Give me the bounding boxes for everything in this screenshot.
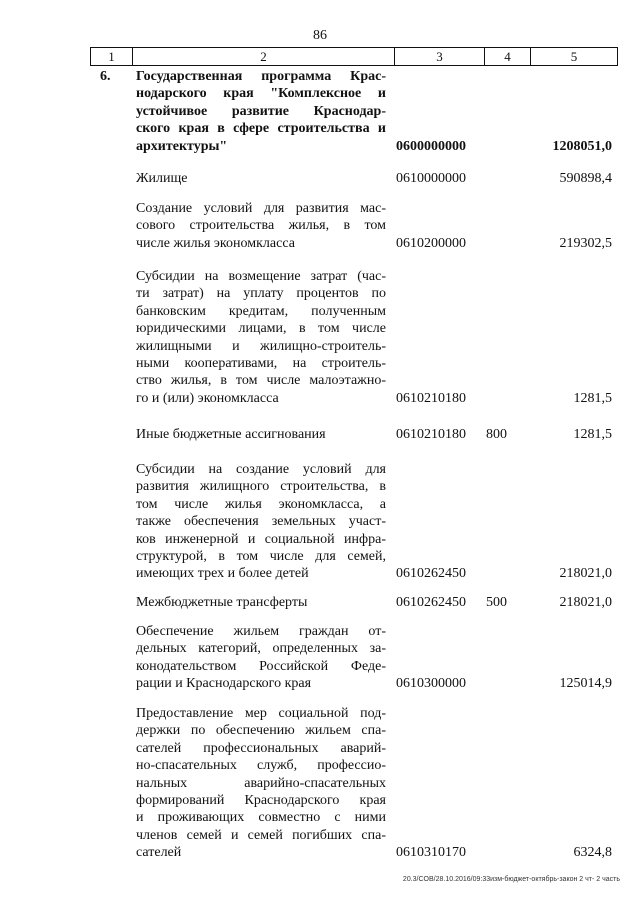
- row-name-line: сателей: [136, 845, 182, 861]
- row-name-line: Государственная программа Крас-: [136, 69, 386, 84]
- row-sum: 218021,0: [559, 566, 612, 582]
- row-sum: 219302,5: [559, 235, 612, 251]
- row-name-line: го и (или) экономкласса: [136, 390, 279, 406]
- row-name-line: ными кооперативами, на строитель-: [136, 356, 386, 372]
- row-csr: 0610210180: [396, 390, 466, 406]
- row-name-line: Жилище: [136, 171, 188, 186]
- row-name-line: Создание условий для развития мас-: [136, 201, 386, 216]
- row-number: 6.: [100, 69, 111, 84]
- row-name-line: сового строительства жилья, в том: [136, 218, 386, 234]
- row-name: [136, 594, 386, 611]
- row-name-line: Субсидии на возмещение затрат (час-: [136, 269, 386, 284]
- row-name-line: числе жилья экономкласса: [136, 235, 295, 251]
- row-name-line: Обеспечение жильем граждан от-: [136, 624, 386, 639]
- document-footer: 20.3/COB/28.10.2016/09:33изм-бюджет-октябрь-закон 2 чт- 2 часть: [402, 876, 620, 883]
- row-name-line: структурой, в том числе для семей,: [136, 549, 386, 565]
- header-col-1: 1: [91, 48, 133, 65]
- row-name: [136, 200, 386, 252]
- row-name-line: членов семей и семей погибших спа-: [136, 827, 386, 843]
- row-name-line: жилищными и жилищно-строитель-: [136, 338, 386, 354]
- row-vr: 500: [486, 595, 507, 610]
- row-csr: 0610262450: [396, 566, 466, 582]
- row-name-line: развития жилищного строительства, в: [136, 479, 386, 495]
- row-sum: 590898,4: [559, 171, 612, 186]
- header-col-3: 3: [395, 48, 485, 65]
- page-number: 86: [313, 28, 327, 43]
- row-name-line: ского края в сфере строительства и: [136, 121, 386, 137]
- row-sum: 125014,9: [559, 676, 612, 692]
- row-name-line: дельных категорий, определенных за-: [136, 641, 386, 657]
- row-name-line: том числе жилья экономкласса, а: [136, 496, 386, 512]
- header-col-2: 2: [133, 48, 395, 65]
- row-csr: 0600000000: [396, 138, 466, 154]
- row-name-line: устойчивое развитие Краснодар-: [136, 103, 386, 119]
- row-name-line: сателей профессиональных аварий-: [136, 740, 386, 756]
- row-csr: 0610310170: [396, 845, 466, 861]
- row-name-line: конодательством Российской Феде-: [136, 658, 386, 674]
- row-vr: 800: [486, 427, 507, 442]
- row-name: [136, 68, 386, 155]
- row-name-line: держки по обеспечению жильем спа-: [136, 723, 386, 739]
- row-sum: 1281,5: [573, 427, 612, 442]
- header-col-5: 5: [570, 49, 578, 64]
- row-name-line: юридическими лицами, в том числе: [136, 321, 386, 337]
- header-col-4: 4: [485, 48, 531, 65]
- row-csr: 0610300000: [396, 676, 466, 692]
- row-sum: 1281,5: [573, 390, 612, 406]
- row-name-line: имеющих трех и более детей: [136, 566, 309, 582]
- row-name-line: архитектуры": [136, 138, 228, 154]
- row-name-line: нодарского края "Комплексное и: [136, 86, 386, 102]
- row-name-line: нальных аварийно-спасательных: [136, 775, 386, 791]
- row-name-line: ков инженерной и социальной инфра-: [136, 531, 386, 547]
- row-name-line: Межбюджетные трансферты: [136, 595, 308, 610]
- row-name-line: но-спасательных служб, профессио-: [136, 758, 386, 774]
- row-name-line: Предоставление мер социальной под-: [136, 706, 386, 721]
- row-sum: 218021,0: [559, 595, 612, 610]
- row-name-line: банковским кредитам, полученным: [136, 303, 386, 319]
- row-name: [136, 426, 386, 443]
- row-csr: 0610000000: [396, 171, 466, 186]
- table-header-row: [90, 47, 618, 66]
- row-csr: 0610210180: [396, 427, 466, 442]
- row-csr: 0610200000: [396, 235, 466, 251]
- row-name: [136, 268, 386, 407]
- row-sum: 6324,8: [573, 845, 612, 861]
- row-name-line: рации и Краснодарского края: [136, 676, 312, 692]
- row-name-line: ство жилья, в том числе малоэтажно-: [136, 373, 386, 389]
- row-name-line: Субсидии на создание условий для: [136, 462, 386, 477]
- row-name-line: также обеспечения земельных участ-: [136, 514, 386, 530]
- row-name: [136, 170, 386, 187]
- row-name-line: Иные бюджетные ассигнования: [136, 427, 326, 442]
- row-csr: 0610262450: [396, 595, 466, 610]
- row-name-line: и проживающих совместно с ними: [136, 810, 386, 826]
- row-name-line: формирований Краснодарского края: [136, 793, 386, 809]
- row-name: [136, 461, 386, 583]
- row-name: [136, 623, 386, 693]
- row-sum: 1208051,0: [552, 138, 612, 154]
- row-name-line: ти затрат) на уплату процентов по: [136, 286, 386, 302]
- row-name: [136, 705, 386, 862]
